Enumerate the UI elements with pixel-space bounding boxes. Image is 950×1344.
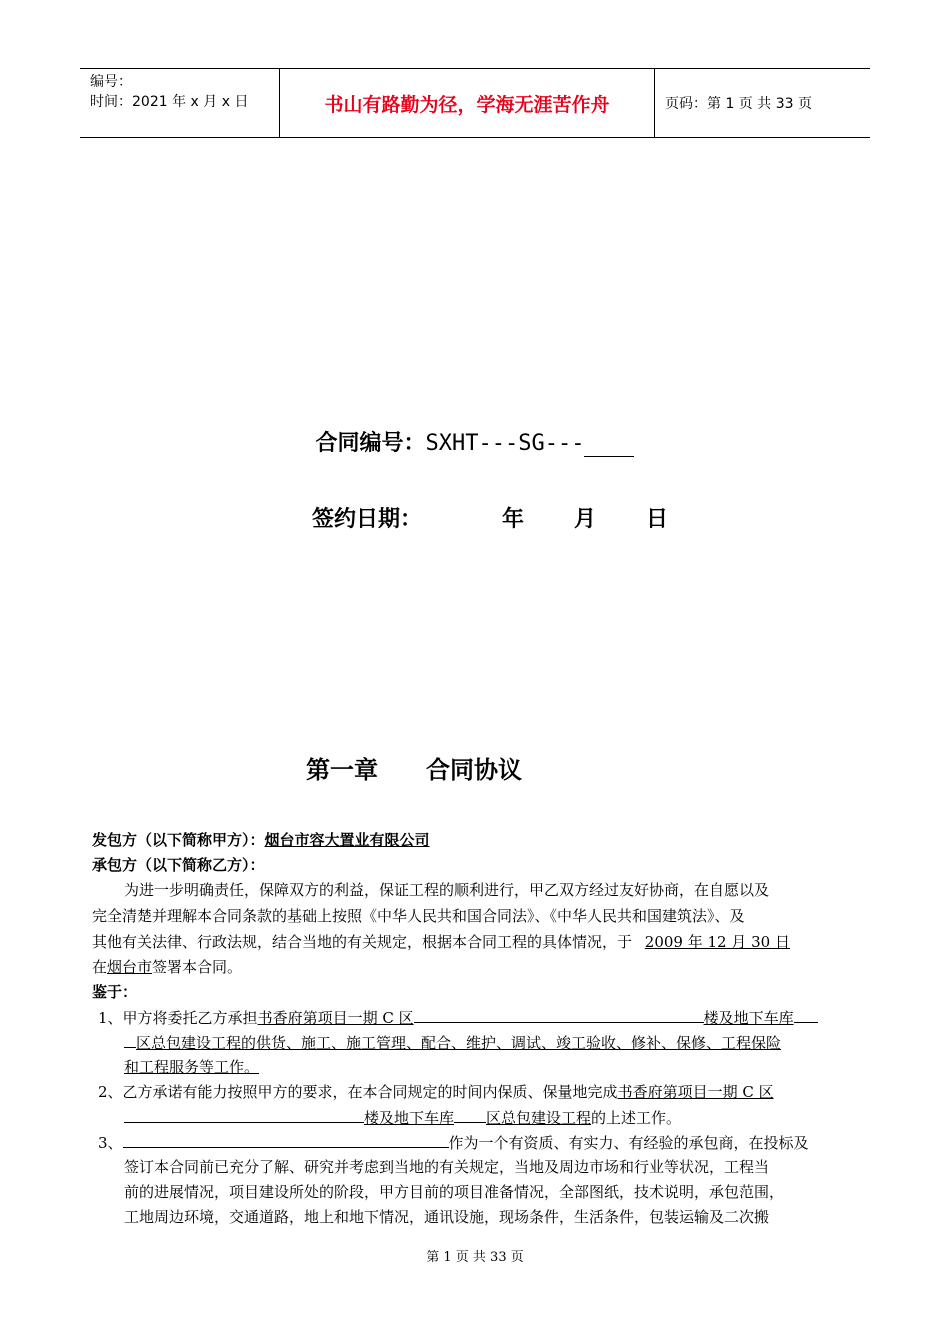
party-a-line	[92, 828, 430, 852]
whereas-item-3-line-4: 工地周边环境，交通道路，地上和地下情况，通讯设施，现场条件，生活条件，包装运输及二次搬	[124, 1208, 770, 1226]
whereas-item-2-blank	[124, 1105, 364, 1123]
party-a-name: 烟台市容大置业有限公司	[264, 831, 430, 849]
page-footer: 第 1 页 共 33 页	[426, 1250, 524, 1265]
contract-number	[0, 426, 950, 457]
preamble-line-2: 完全清楚并理解本合同条款的基础上按照《中华人民共和国合同法》、《中华人民共和国建筑法》、及	[92, 907, 745, 925]
signing-date-month: 月	[574, 507, 597, 532]
whereas-item-1-blank	[414, 1005, 704, 1023]
whereas-item-3-line-3: 前的进展情况，项目建设所处的阶段，甲方目前的项目准备情况，全部图纸，技术说明，承包范围，	[124, 1183, 785, 1201]
whereas-item-2-blank-2	[454, 1105, 486, 1123]
whereas-item-2-line-2	[124, 1105, 681, 1129]
whereas-item-2-line-1	[98, 1080, 774, 1104]
chapter-heading	[306, 750, 522, 785]
whereas-item-3-number: 3、	[98, 1134, 123, 1152]
signing-date-label: 签约日期：	[312, 507, 423, 532]
whereas-item-2-number: 2、	[98, 1083, 123, 1101]
signing-date-value: 2009 年 12 月 30 日	[644, 933, 790, 951]
whereas-item-1-scope-end: 和工程服务等工作。	[124, 1058, 260, 1076]
header-meta-cell	[80, 69, 280, 137]
chapter-number: 第一章	[306, 756, 378, 784]
preamble-line-3	[92, 930, 790, 954]
header-motto: 书山有路勤为径，学海无涯苦作舟	[280, 69, 655, 137]
party-b-label: 承包方（以下简称乙方）：	[92, 856, 265, 874]
preamble-line-1: 为进一步明确责任，保障双方的利益，保证工程的顺利进行，甲乙双方经过友好协商，在自愿以及	[124, 881, 770, 899]
party-a-label: 发包方（以下简称甲方）：	[92, 831, 265, 849]
whereas-item-1-number: 1、	[98, 1009, 123, 1027]
whereas-item-3-line-1	[98, 1130, 809, 1154]
preamble-line-4-pre: 在	[92, 958, 108, 976]
whereas-item-2-building: 楼及地下车库	[364, 1109, 455, 1127]
contract-number-label: 合同编号：	[315, 431, 426, 456]
contract-number-blank	[584, 434, 634, 457]
signing-place: 烟台市	[107, 958, 153, 976]
whereas-item-1-scope: 区总包建设工程的供货、施工、施工管理、配合、维护、调试、竣工验收、修补、保修、工程保险	[136, 1034, 782, 1052]
whereas-item-1-project: 书香府第项目一期 C 区	[257, 1009, 414, 1027]
whereas-item-1-building: 楼及地下车库	[703, 1009, 794, 1027]
preamble-line-3-text: 其他有关法律、行政法规，结合当地的有关规定，根据本合同工程的具体情况，于	[92, 933, 633, 951]
whereas-item-2-post: 的上述工作。	[591, 1109, 682, 1127]
preamble-line-4-post: 签署本合同。	[152, 958, 243, 976]
whereas-item-3-post: 作为一个有资质、有实力、有经验的承包商，在投标及	[448, 1134, 809, 1152]
chapter-title: 合同协议	[426, 756, 522, 784]
whereas-item-1-indent-blank	[124, 1030, 136, 1048]
whereas-item-3-line-2: 签订本合同前已充分了解、研究并考虑到当地的有关规定，当地及周边市场和行业等状况，工程当	[124, 1158, 770, 1176]
signing-date	[312, 502, 668, 533]
whereas-item-3-blank	[123, 1130, 449, 1148]
header-number-label: 编号：	[90, 74, 132, 90]
whereas-item-1-line-3	[124, 1055, 259, 1079]
whereas-item-2-project: 书香府第项目一期 C 区	[617, 1083, 774, 1101]
document-header	[80, 68, 870, 138]
party-b-line	[92, 853, 265, 877]
header-time-label: 时间：2021 年 x 月 x 日	[90, 94, 249, 110]
whereas-item-1-blank-2	[794, 1005, 818, 1023]
preamble-line-4	[92, 955, 242, 979]
whereas-label: 鉴于：	[92, 983, 138, 1001]
whereas-item-1-line-1	[98, 1005, 818, 1029]
signing-date-year: 年	[502, 507, 525, 532]
contract-number-value: SXHT---SG---	[425, 431, 585, 456]
header-page-info: 页码：第 1 页 共 33 页	[665, 96, 812, 112]
whereas-item-2-pre: 乙方承诺有能力按照甲方的要求，在本合同规定的时间内保质、保量地完成	[122, 1083, 618, 1101]
whereas-item-1-pre: 甲方将委托乙方承担	[122, 1009, 258, 1027]
whereas-item-2-scope: 区总包建设工程	[486, 1109, 592, 1127]
whereas-item-1-line-2	[124, 1030, 781, 1054]
signing-date-day: 日	[646, 507, 669, 532]
